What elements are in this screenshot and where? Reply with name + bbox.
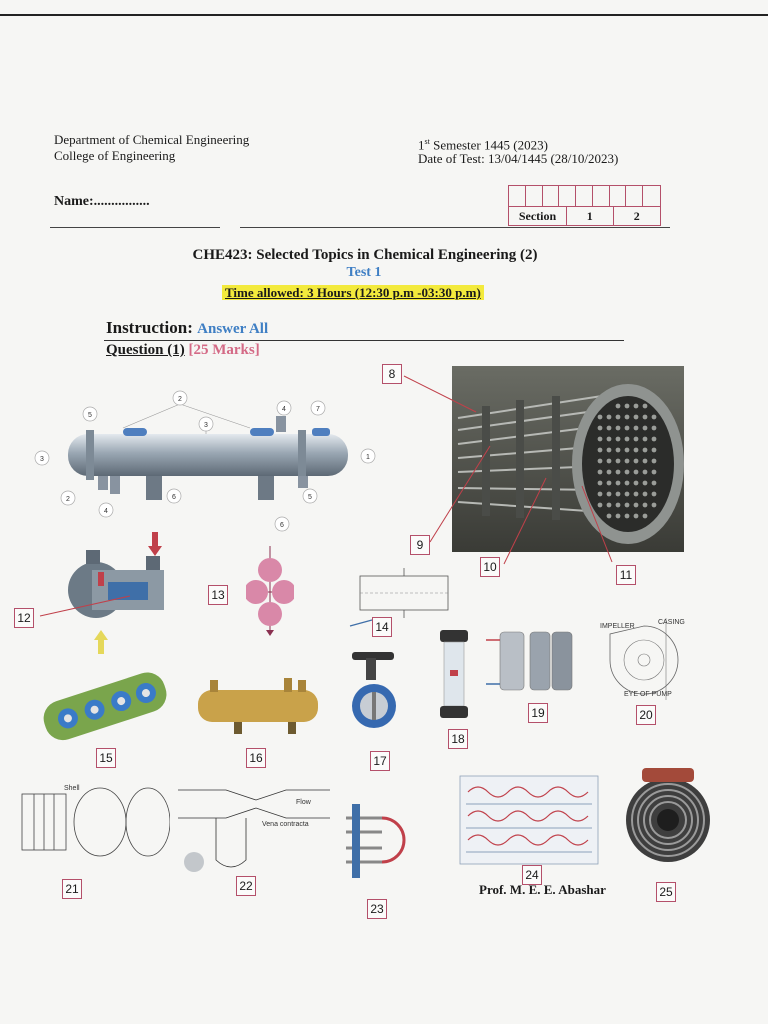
label-box: 10 <box>480 557 500 577</box>
label-box: 8 <box>382 364 402 384</box>
callout-number: 6 <box>172 494 176 501</box>
test-title: Test 1 <box>346 265 382 280</box>
rotameter-drawing <box>436 628 472 722</box>
shell-pass-drawing <box>20 780 170 862</box>
callout-number: 6 <box>280 522 284 529</box>
vena-contracta-annotation: Vena contracta <box>262 821 309 828</box>
tema-coil-drawing <box>458 774 600 866</box>
photo-pointers <box>400 360 660 580</box>
spiral-exchanger-photo <box>622 764 714 864</box>
casing-annotation: CASING <box>658 619 685 626</box>
label-box: 25 <box>656 882 676 902</box>
test-date-text: Date of Test: 13/04/1445 (28/10/2023) <box>418 151 619 166</box>
label-box: 11 <box>616 565 636 585</box>
label-box: 13 <box>208 585 228 605</box>
callout-number: 5 <box>308 494 312 501</box>
instruction-line: Instruction: Answer All <box>106 318 269 337</box>
label-box: 12 <box>14 608 34 628</box>
label-box: 17 <box>370 751 390 771</box>
name-field-label: Name:................ <box>54 194 150 209</box>
top-border-line <box>0 14 768 16</box>
label-box: 21 <box>62 879 82 899</box>
centrifugal-pump-drawing <box>596 614 692 706</box>
header-rule <box>240 227 670 228</box>
college-text: College of Engineering <box>54 148 176 163</box>
label-box: 15 <box>96 748 116 768</box>
label-box: 24 <box>522 865 542 885</box>
callout-number: 4 <box>282 406 286 413</box>
section-label: Section <box>509 207 567 225</box>
label-box: 16 <box>246 748 266 768</box>
question-heading: Question (1) [25 Marks] <box>106 342 260 358</box>
callout-number: 4 <box>104 508 108 515</box>
callout-number: 5 <box>88 412 92 419</box>
venturi-manometer-drawing <box>176 778 332 878</box>
flow-annotation: Flow <box>296 799 311 806</box>
drawing-callout-numbers <box>28 386 378 532</box>
pointer-12 <box>20 594 140 634</box>
course-title: CHE423: Selected Topics in Chemical Engineering (2) <box>192 247 538 263</box>
callout-number: 7 <box>316 406 320 413</box>
callout-number: 3 <box>204 422 208 429</box>
label-box: 19 <box>528 703 548 723</box>
section-option-2: 2 <box>633 208 640 223</box>
professor-name: Prof. M. E. E. Abashar <box>479 882 606 897</box>
callout-number: 3 <box>40 456 44 463</box>
impeller-annotation: IMPELLER <box>600 623 635 630</box>
label-box: 22 <box>236 876 256 896</box>
plate-exchanger-drawing <box>486 626 576 696</box>
instruction-rule <box>104 340 624 341</box>
callout-number: 1 <box>366 454 370 461</box>
section-box <box>508 185 661 226</box>
label-box: 20 <box>636 705 656 725</box>
department-text: Department of Chemical Engineering <box>54 132 250 147</box>
label-box: 23 <box>367 899 387 919</box>
section-option-1: 1 <box>567 207 614 225</box>
u-tube-bundle-drawing <box>342 800 406 882</box>
label-box: 18 <box>448 729 468 749</box>
baffled-bundle-drawing <box>36 668 174 744</box>
label-box: 14 <box>372 617 392 637</box>
time-allowed: Time allowed: 3 Hours (12:30 p.m -03:30 p.m) <box>222 284 484 302</box>
callout-number: 2 <box>66 496 70 503</box>
kettle-reboiler-drawing <box>194 676 324 736</box>
tube-pitch-drawing <box>246 546 294 636</box>
semester-text: 1st Semester 1445 (2023) <box>418 137 548 153</box>
butterfly-valve-drawing <box>344 648 404 740</box>
shell-annotation: Shell <box>64 785 80 792</box>
callout-number: 2 <box>178 396 182 403</box>
eye-of-pump-annotation: EYE OF PUMP <box>624 691 672 698</box>
name-underline <box>50 227 220 228</box>
label-box: 9 <box>410 535 430 555</box>
